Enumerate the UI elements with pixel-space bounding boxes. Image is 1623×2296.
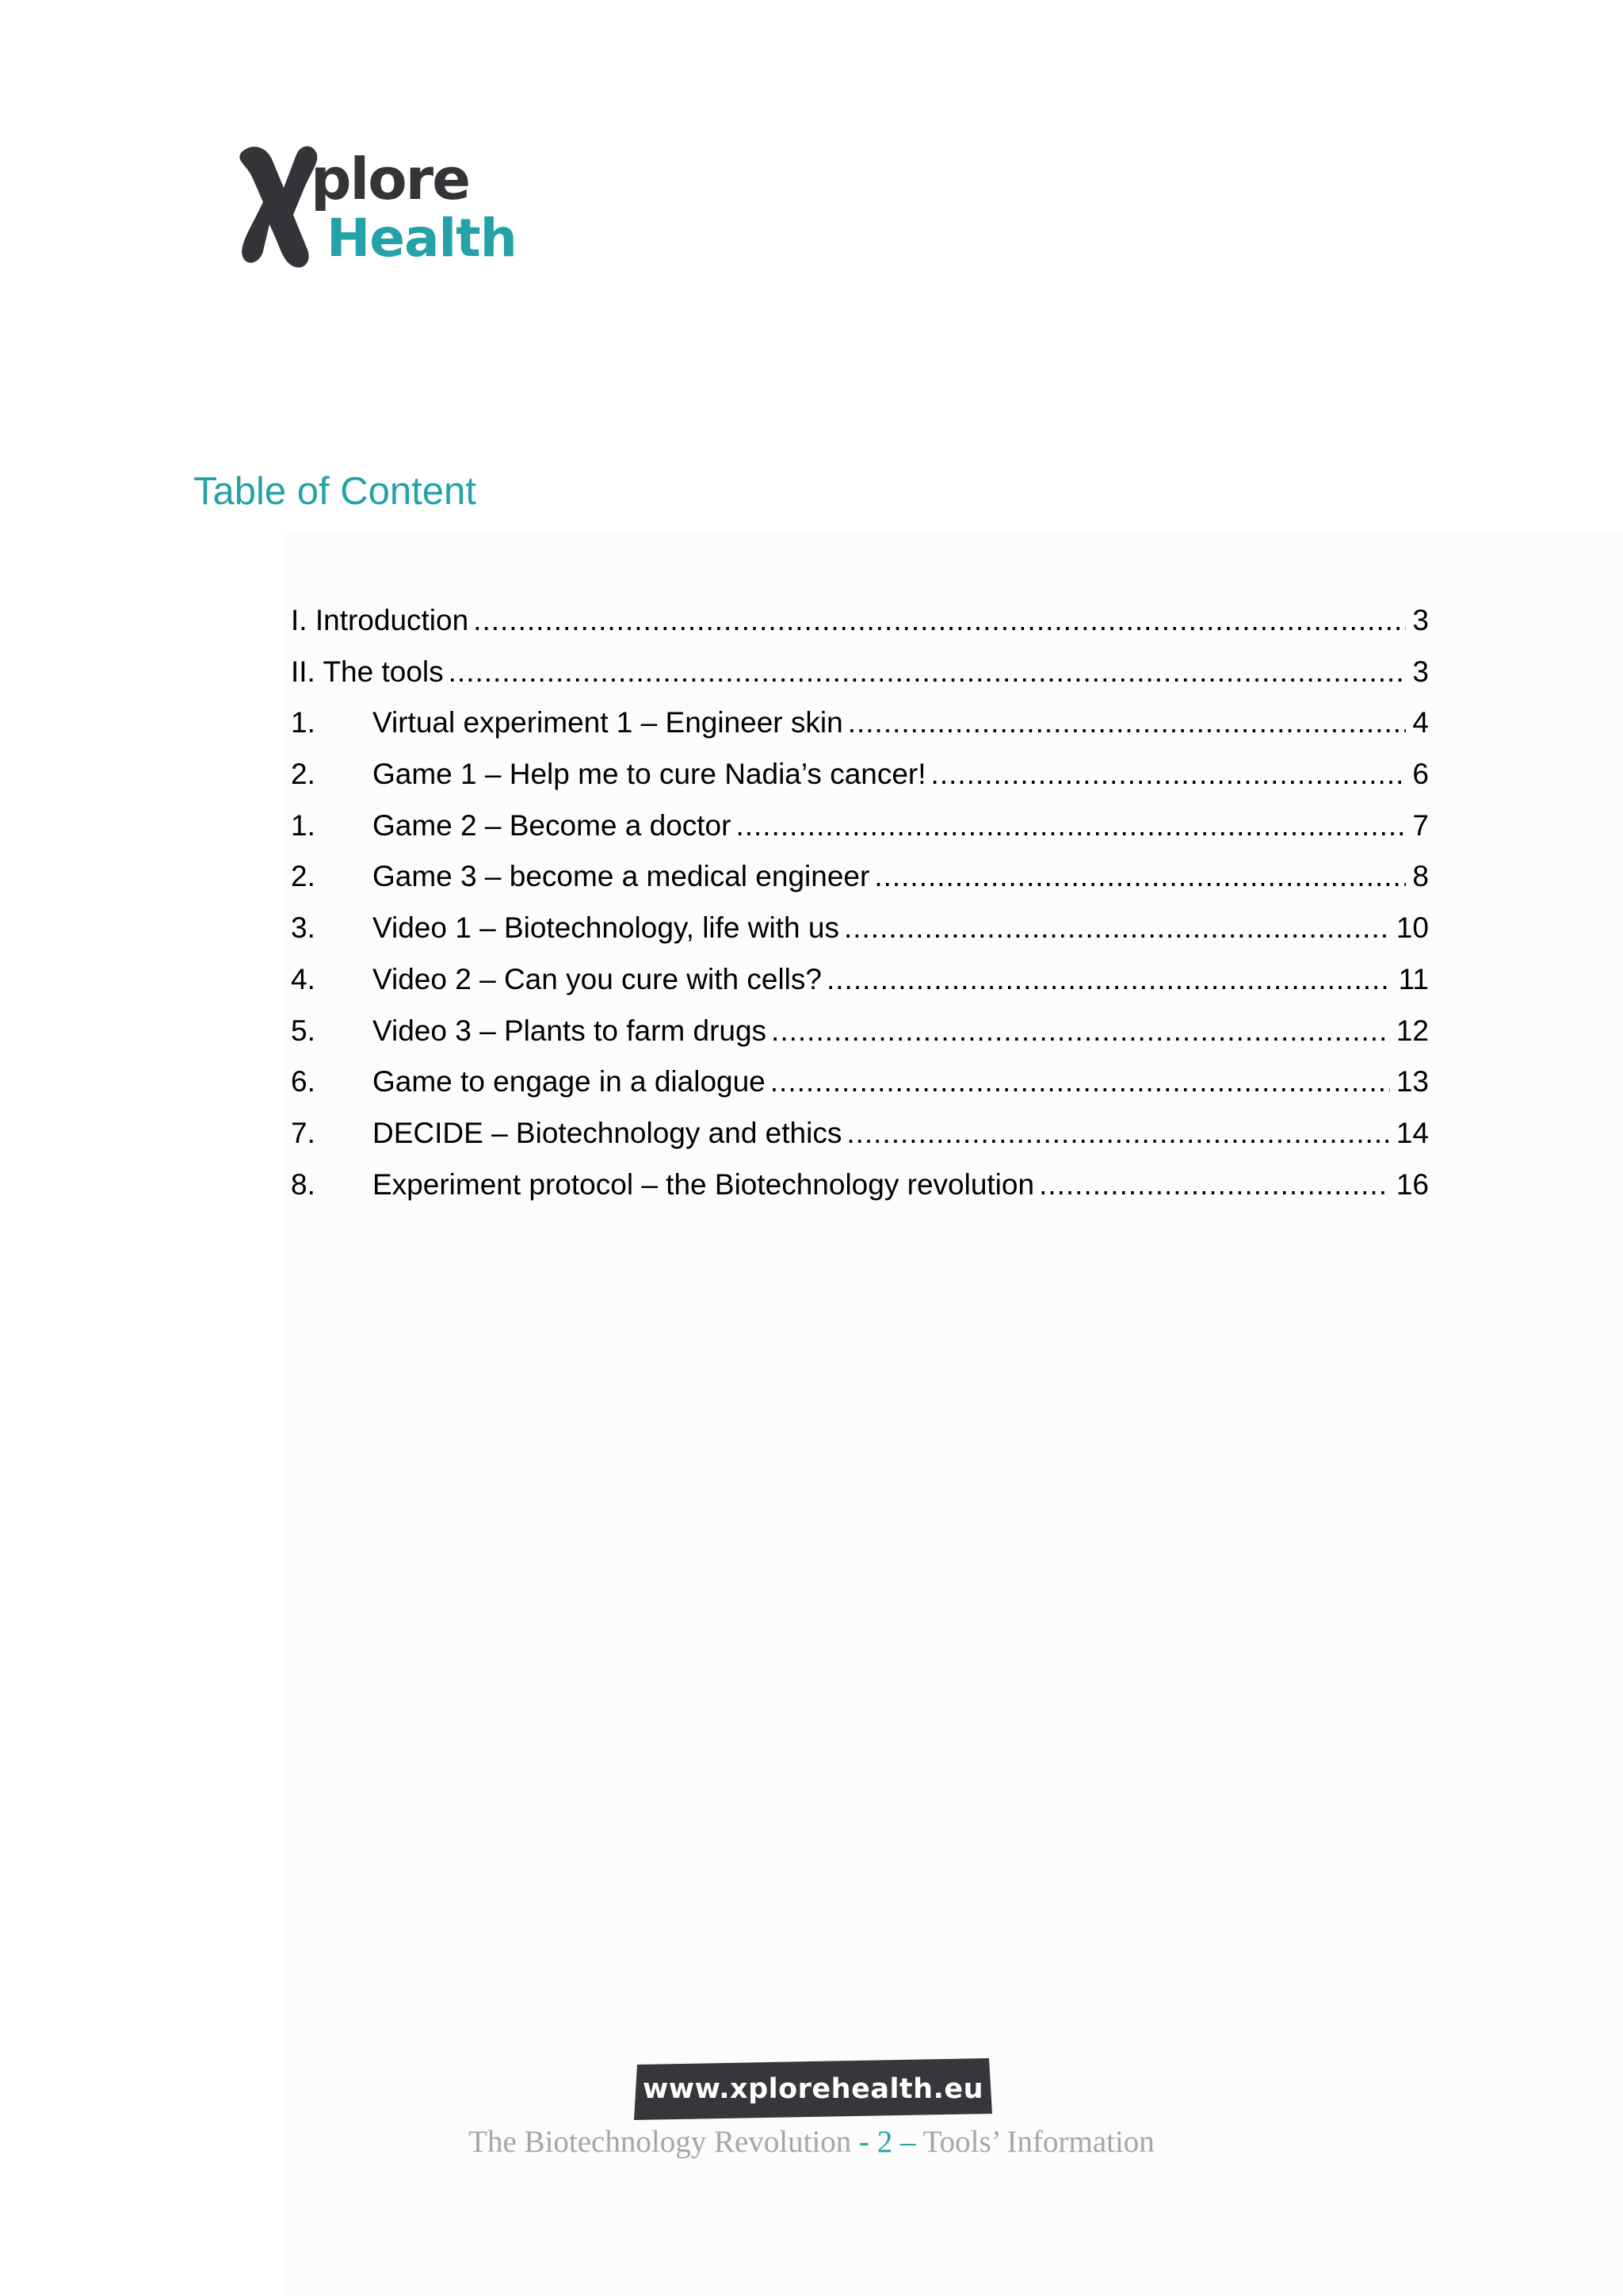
toc-entry-title: I. Introduction xyxy=(291,604,469,636)
toc-entry-number: 4. xyxy=(291,962,315,995)
toc-entry-page: 8 xyxy=(1412,860,1429,893)
logo-line2: Health xyxy=(327,208,517,269)
toc-entry-title: Virtual experiment 1 – Engineer skin xyxy=(372,706,843,739)
toc-entry-page: 7 xyxy=(1412,808,1429,842)
toc-entry[interactable] xyxy=(291,1163,1429,1215)
toc-entry-title: Video 3 – Plants to farm drugs xyxy=(372,1014,767,1047)
toc-entry-number: 2. xyxy=(291,860,315,893)
toc-dot-leader xyxy=(848,701,1407,744)
toc-entry-title: Video 2 – Can you cure with cells? xyxy=(372,962,822,995)
toc-entry[interactable] xyxy=(291,1060,1429,1112)
toc-entry-number: 3. xyxy=(291,911,315,945)
toc-entry-page: 12 xyxy=(1396,1014,1429,1047)
toc-dot-leader xyxy=(735,804,1406,847)
toc-entry-number: 5. xyxy=(291,1014,315,1047)
footer-url: www.xplorehealth.eu xyxy=(642,2073,984,2105)
toc-entry[interactable] xyxy=(291,958,1429,1010)
toc-entry-number: 2. xyxy=(291,758,315,791)
toc-entry[interactable] xyxy=(291,753,1429,804)
toc-entry-number: 7. xyxy=(291,1116,315,1149)
toc-dot-leader xyxy=(874,855,1406,898)
page-footer xyxy=(0,2124,1623,2160)
toc-entry-page: 10 xyxy=(1396,911,1429,945)
toc-dot-leader xyxy=(770,1060,1390,1103)
footer-page-number: - 2 – xyxy=(859,2125,916,2159)
toc-list xyxy=(291,599,1429,1214)
toc-entry-title: Video 1 – Biotechnology, life with us xyxy=(372,911,839,945)
toc-entry-page: 14 xyxy=(1396,1116,1429,1149)
toc-entry-page: 6 xyxy=(1412,758,1429,791)
toc-entry-title: Game 2 – Become a doctor xyxy=(372,808,731,842)
toc-entry-page: 3 xyxy=(1412,604,1429,636)
toc-dot-leader xyxy=(771,1010,1390,1052)
toc-dot-leader xyxy=(1039,1163,1390,1206)
toc-entry-title: Experiment protocol – the Biotechnology revolution xyxy=(372,1167,1035,1201)
toc-entry-title: Game 3 – become a medical engineer xyxy=(372,860,870,893)
toc-entry[interactable] xyxy=(291,651,1429,702)
toc-entry-page: 11 xyxy=(1398,962,1429,995)
toc-entry[interactable] xyxy=(291,599,1429,651)
footer-document-title: The Biotechnology Revolution xyxy=(468,2125,860,2159)
toc-entry-number: 8. xyxy=(291,1167,315,1201)
toc-title: Table of Content xyxy=(193,470,476,513)
toc-dot-leader xyxy=(827,958,1392,1001)
footer-section-title: Tools’ Information xyxy=(915,2125,1155,2159)
toc-entry-title: II. The tools xyxy=(291,655,444,688)
toc-entry-title: Game 1 – Help me to cure Nadia’s cancer! xyxy=(372,758,926,791)
toc-dot-leader xyxy=(449,651,1407,693)
toc-entry[interactable] xyxy=(291,804,1429,856)
toc-entry-page: 3 xyxy=(1412,655,1429,688)
toc-entry-number: 6. xyxy=(291,1065,315,1098)
footer-url-badge xyxy=(634,2058,992,2120)
toc-entry-page: 16 xyxy=(1396,1167,1429,1201)
toc-dot-leader xyxy=(846,1112,1390,1155)
toc-entry-title: Game to engage in a dialogue xyxy=(372,1065,766,1098)
toc-dot-leader xyxy=(473,599,1406,642)
toc-entry-page: 4 xyxy=(1412,706,1429,739)
toc-entry[interactable] xyxy=(291,1112,1429,1163)
toc-dot-leader xyxy=(844,907,1390,949)
toc-entry-number: 1. xyxy=(291,706,315,739)
toc-entry[interactable] xyxy=(291,1010,1429,1061)
toc-dot-leader xyxy=(931,753,1407,796)
toc-entry[interactable] xyxy=(291,907,1429,958)
toc-entry-number: 1. xyxy=(291,808,315,842)
xplore-health-logo xyxy=(235,139,536,277)
logo-line1: plore xyxy=(311,146,470,212)
toc-entry-page: 13 xyxy=(1396,1065,1429,1098)
toc-entry-title: DECIDE – Biotechnology and ethics xyxy=(372,1116,842,1149)
toc-entry[interactable] xyxy=(291,855,1429,907)
toc-entry[interactable] xyxy=(291,701,1429,753)
